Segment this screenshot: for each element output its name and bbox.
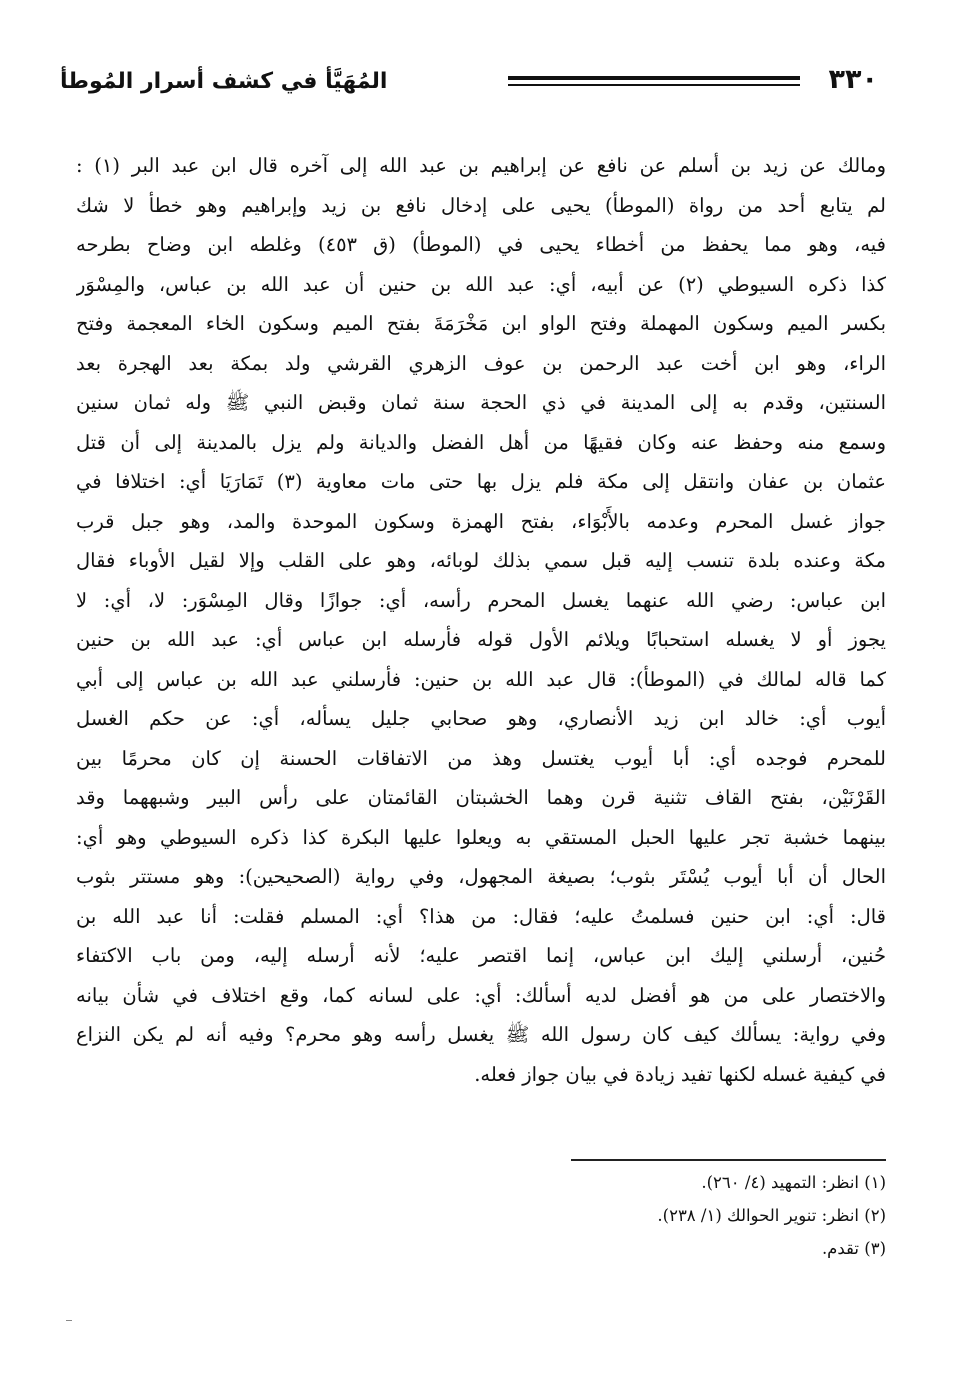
footnote-1: (١) انظر: التمهيد (٤/ ٢٦٠).	[701, 1173, 886, 1192]
text-line: الراء، وهو ابن أخت عبد الرحمن بن عوف الزهري القرشي ولد بمكة بعد الهجرة بعد	[76, 351, 886, 375]
text-line: وسمع منه وحفظ عنه وكان فقيهًا من أهل الفضل والديانة ولم يزل بالمدينة إلى أن قتل	[76, 430, 886, 454]
text-line: ومالك عن زيد بن أسلم عن نافع عن إبراهيم بن عبد الله إلى آخره قال ابن عبد البر (١) :	[76, 154, 886, 177]
header-double-rule	[508, 76, 800, 90]
text-line: ابن عباس: رضي الله عنهما يغسل المحرم رأسه، أي: جوازًا وقال المِسْوَر: لا، أي: لا	[76, 588, 886, 612]
footnote-3: (٣) تقدم.	[821, 1239, 886, 1258]
main-text	[76, 146, 886, 1094]
footnote-2: (٢) انظر: تنوير الحوالك (١/ ٢٣٨).	[657, 1206, 886, 1225]
footnotes	[186, 1166, 886, 1265]
header-rule-thick	[508, 76, 800, 80]
text-line: عثمان بن عفان وانتقل إلى مكة فلم يزل بها حتى مات معاوية (٣) تَمَارَيَا أي: اختلافا في	[76, 470, 886, 493]
text-line: فيه، وهو مما يحفظ من أخطاء يحيى في (الموطأ) (ق ٤٥٣) وغلطه ابن وضاح بطرحه	[76, 233, 886, 256]
text-line: قال: أي: ابن حنين فسلمتُ عليه؛ فقال: من هذا؟ أي: المسلم فقلت: أنا عبد الله بن	[76, 904, 886, 928]
text-line: كما قاله لمالك في (الموطأ): قال عبد الله بن حنين: فأرسلني عبد الله بن عباس إلى أبي	[76, 667, 886, 691]
running-header	[60, 62, 878, 114]
text-line: يجوز أو لا يغسله استحبابًا ويلائم الأول قوله فأرسله ابن عباس أي: عبد الله بن حنين	[76, 628, 886, 651]
scan-margin-mark	[66, 1320, 72, 1321]
text-line: للمحرم فوجده أي: أبا أيوب يغتسل وهذ من الاتفاقات الحسنة إن كان محرمًا بين	[76, 746, 886, 770]
text-line: جواز غسل المحرم وعدمه بالأَبْوَاء، بفتح الهمزة وسكون الموحدة والمد، وهو جبل قرب	[76, 509, 886, 533]
text-line: الحال أن أبا أيوب يُسْتَر بثوب؛ بصيغة المجهول، وفي رواية (الصحيحين): وهو مستتر بثوب	[76, 865, 886, 888]
text-line: والاختصار على من هو أفضل لديه أسألك: أي: على لسانه كما، وقع اختلاف في شأن بيانه	[76, 983, 886, 1007]
header-rule-thin	[508, 84, 800, 86]
text-line: لم يتابع أحد من رواة (الموطأ) يحيى على إدخال نافع بن زيد وإبراهيم وهو خطأ لا شك	[76, 193, 886, 217]
text-line: وفي رواية: يسألك كيف كان رسول الله ﷺ يغسل رأسه وهو محرم؟ وفيه أنه لم يكن النزاع	[76, 1023, 886, 1046]
text-line: كذا ذكره السيوطي (٢) عن أبيه، أي: عبد الله بن حنين أن عبد الله بن عباس، والمِسْوَر	[76, 272, 886, 296]
text-line: السنتين، وقدم به إلى المدينة في ذي الحجة سنة ثمان وقبض النبي ﷺ وله ثمان سنين	[76, 391, 886, 414]
text-line-last: في كيفية غسله لكنها تفيد زيادة في بيان جواز فعله.	[474, 1062, 886, 1086]
book-title: المُهَيَّأ في كشف أسرار المُوطأ	[60, 69, 388, 94]
text-line: القَرْنَيْن، بفتح القاف تثنية قرن وهما الخشبتان القائمتان على رأس البير وشبههما وقد	[76, 786, 886, 809]
text-line: بكسر الميم وسكون المهملة وفتح الواو ابن مَخْرَمَةَ بفتح الميم وسكون الخاء المعجمة وفتح	[76, 312, 886, 335]
text-line: أيوب أي: خالد ابن زيد الأنصاري، وهو صحابي جليل يسأله، أي: عن حكم الغسل	[76, 707, 886, 730]
text-line: مكة وعنده بلدة تنسب إليه قبل سمي بذلك لوبائه، وهو على القلب وإلا لقيل الأوباء فقال	[76, 549, 886, 572]
footnote-separator	[571, 1159, 886, 1161]
text-line: حُنين، أرسلني إليك ابن عباس، إنما اقتصر عليه؛ لأنه أرسله إليه، ومن باب الاكتفاء	[76, 944, 886, 967]
page-number: ٣٣٠	[828, 64, 878, 95]
text-line: بينهما خشبة تجر عليها الحبل المستقي به ويعلوا عليها البكرة كذا ذكره السيوطي وهو أي:	[76, 825, 886, 849]
